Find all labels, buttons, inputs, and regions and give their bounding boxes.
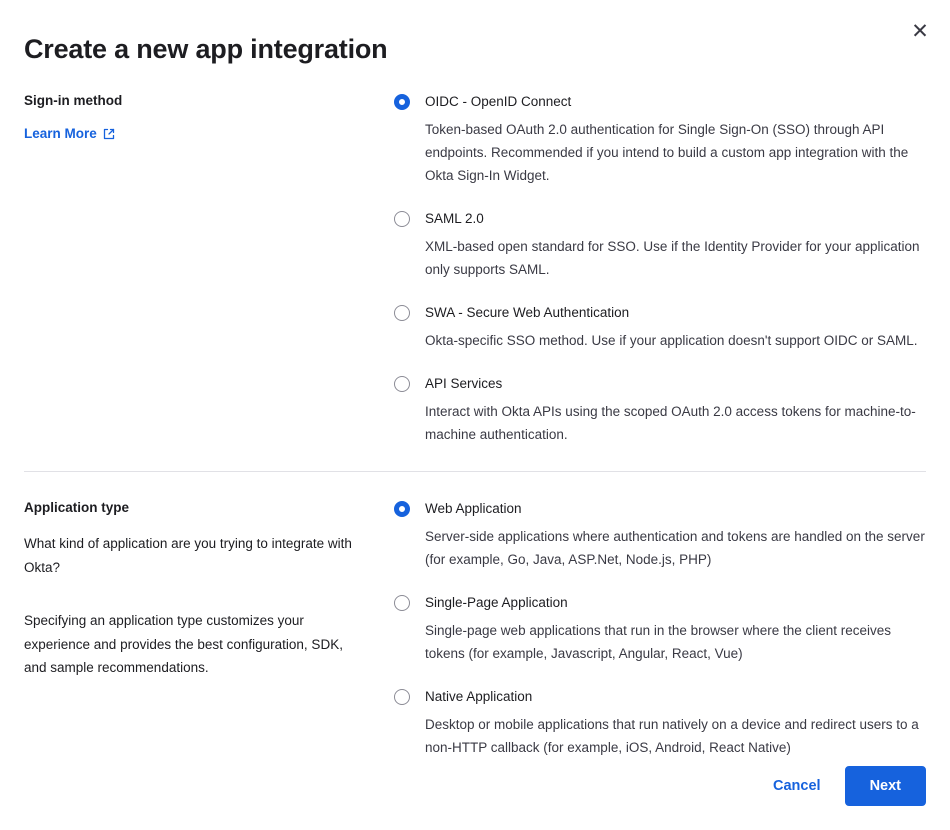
close-icon[interactable]: ✕ [906, 18, 934, 46]
radio-icon[interactable] [394, 94, 410, 110]
external-link-icon [103, 128, 115, 140]
option-title: API Services [425, 376, 503, 391]
signin-option-oidc[interactable] [394, 92, 926, 187]
apptype-option-spa[interactable] [394, 593, 926, 665]
dialog-footer [765, 766, 926, 806]
option-description: Single-page web applications that run in the browser where the client receives tokens (for example, Javascript, Angular, React, Vue) [425, 622, 892, 661]
application-type-help-2: Specifying an application type customizes your experience and provides the best configuration, SDK, and sample recommendations. [24, 613, 343, 676]
radio-icon[interactable] [394, 305, 410, 321]
signin-method-left [24, 92, 394, 446]
radio-icon[interactable] [394, 376, 410, 392]
option-title: Single-Page Application [425, 595, 568, 610]
learn-more-label: Learn More [24, 125, 97, 141]
section-divider [24, 471, 926, 472]
option-description: Okta-specific SSO method. Use if your application doesn't support OIDC or SAML. [425, 332, 918, 348]
application-type-label: Application type [24, 500, 130, 515]
apptype-option-web[interactable] [394, 499, 926, 571]
cancel-button[interactable]: Cancel [765, 768, 829, 804]
signin-method-options [394, 92, 926, 446]
signin-option-swa[interactable] [394, 303, 926, 352]
option-title: SAML 2.0 [425, 211, 484, 227]
radio-icon[interactable] [394, 501, 410, 517]
option-description: Desktop or mobile applications that run natively on a device and redirect users to a non-HTTP callback (for example, iOS, Android, React Native) [425, 716, 919, 755]
option-title: Web Application [425, 501, 522, 516]
option-description: Server-side applications where authentication and tokens are handled on the server (for example, Go, Java, ASP.Net, Node.js, PHP) [425, 528, 925, 567]
radio-icon[interactable] [394, 689, 410, 705]
application-type-options [394, 499, 926, 759]
application-type-section [24, 499, 926, 759]
option-title: SWA - Secure Web Authentication [425, 305, 630, 321]
page-title: Create a new app integration [24, 34, 388, 64]
option-title: Native Application [425, 689, 533, 704]
application-type-left [24, 499, 394, 759]
option-description: Token-based OAuth 2.0 authentication for Single Sign-On (SSO) through API endpoints. Recommended if you intend to build a custom app integration with the Okta Sign-In Widget. [425, 121, 909, 183]
signin-option-saml[interactable] [394, 209, 926, 281]
signin-method-section [24, 92, 926, 446]
application-type-help-1: What kind of application are you trying to integrate with Okta? [24, 535, 352, 575]
apptype-option-native[interactable] [394, 687, 926, 759]
radio-icon[interactable] [394, 595, 410, 611]
signin-option-api-services[interactable] [394, 374, 926, 446]
signin-method-label: Sign-in method [24, 93, 123, 108]
next-button[interactable]: Next [845, 766, 926, 806]
option-description: XML-based open standard for SSO. Use if the Identity Provider for your application only supports SAML. [425, 238, 920, 277]
learn-more-link[interactable] [24, 126, 115, 141]
radio-icon[interactable] [394, 211, 410, 227]
option-title: OIDC - OpenID Connect [425, 94, 572, 109]
option-description: Interact with Okta APIs using the scoped OAuth 2.0 access tokens for machine-to-machine authentication. [425, 403, 916, 442]
